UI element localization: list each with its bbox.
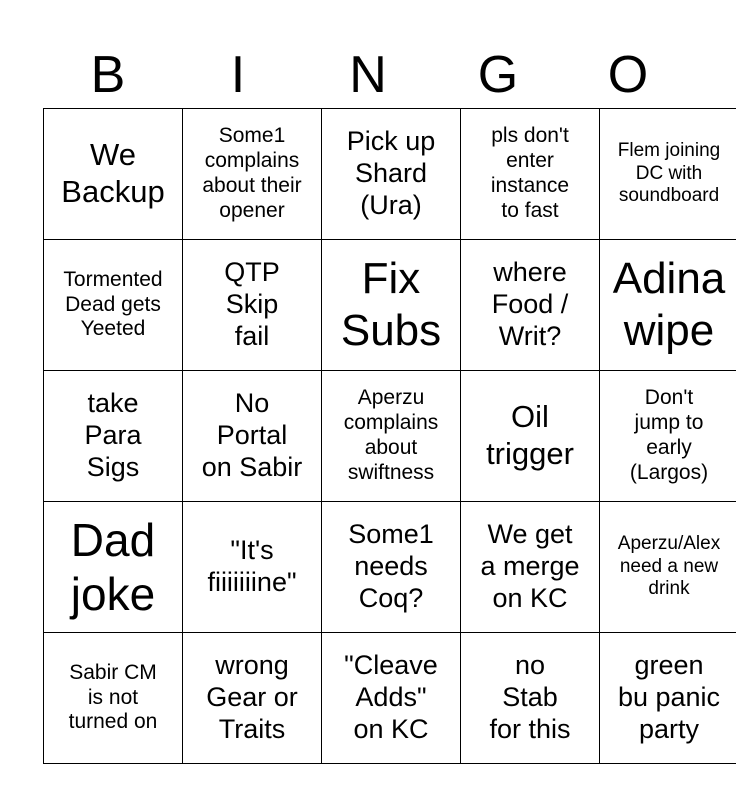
bingo-cell[interactable] [183, 240, 322, 371]
bingo-cell[interactable] [600, 633, 736, 764]
bingo-header [43, 44, 693, 106]
cell-text: "Cleave Adds" on KC [344, 650, 438, 744]
header-letter-b: B [90, 46, 126, 104]
bingo-cell[interactable] [600, 109, 736, 240]
cell-text: We Backup [61, 137, 165, 209]
cell-text: No Portal on Sabir [201, 388, 303, 482]
bingo-cell[interactable] [322, 371, 461, 502]
bingo-cell[interactable] [183, 371, 322, 502]
board-row-3 [44, 371, 736, 502]
bingo-cell[interactable] [183, 109, 322, 240]
bingo-cell[interactable] [600, 240, 736, 371]
bingo-cell[interactable] [44, 371, 183, 502]
cell-text: where Food / Writ? [491, 257, 569, 351]
bingo-cell[interactable] [461, 240, 600, 371]
cell-text: Adina wipe [612, 254, 726, 355]
cell-text: Aperzu/Alex need a new drink [617, 533, 721, 600]
bingo-cell[interactable] [322, 240, 461, 371]
cell-text: Fix Subs [340, 254, 442, 355]
cell-text: "It's fiiiiiiine" [207, 535, 297, 597]
cell-text: wrong Gear or Traits [206, 650, 298, 744]
cell-text: Dad joke [70, 513, 156, 620]
cell-text: Oil trigger [486, 399, 574, 471]
board-row-1 [44, 109, 736, 240]
bingo-cell[interactable] [600, 502, 736, 633]
cell-text: Sabir CM is not turned on [68, 660, 158, 734]
cell-text: Flem joining DC with soundboard [617, 140, 721, 207]
board-row-2 [44, 240, 736, 371]
cell-text: Don't jump to early (Largos) [629, 386, 709, 484]
bingo-cell[interactable] [44, 502, 183, 633]
board-row-5 [44, 633, 736, 764]
bingo-cell[interactable] [461, 109, 600, 240]
bingo-cell[interactable] [461, 371, 600, 502]
bingo-cell[interactable] [461, 502, 600, 633]
bingo-cell[interactable] [44, 633, 183, 764]
cell-text: pls don't enter instance to fast [490, 124, 570, 222]
cell-text: QTP Skip fail [224, 257, 280, 351]
cell-text: Pick up Shard (Ura) [346, 126, 436, 220]
bingo-cell[interactable] [44, 240, 183, 371]
cell-text: Tormented Dead gets Yeeted [63, 267, 163, 341]
bingo-cell[interactable] [600, 371, 736, 502]
bingo-cell[interactable] [461, 633, 600, 764]
cell-text: take Para Sigs [84, 388, 142, 482]
header-letter-n: N [349, 46, 387, 104]
cell-text: Some1 needs Coq? [348, 519, 434, 613]
bingo-cell[interactable] [183, 633, 322, 764]
cell-text: green bu panic party [617, 650, 721, 744]
bingo-cell[interactable] [322, 502, 461, 633]
cell-text: no Stab for this [489, 650, 571, 744]
board-row-4 [44, 502, 736, 633]
header-letter-o: O [607, 46, 649, 104]
bingo-cell[interactable] [44, 109, 183, 240]
header-letter-i: I [230, 46, 246, 104]
header-letter-g: G [477, 46, 519, 104]
bingo-cell[interactable] [322, 633, 461, 764]
cell-text: We get a merge on KC [480, 519, 580, 613]
cell-text: Some1 complains about their opener [202, 124, 302, 222]
cell-text: Aperzu complains about swiftness [343, 386, 439, 484]
bingo-cell[interactable] [322, 109, 461, 240]
bingo-board [43, 108, 736, 764]
bingo-cell[interactable] [183, 502, 322, 633]
